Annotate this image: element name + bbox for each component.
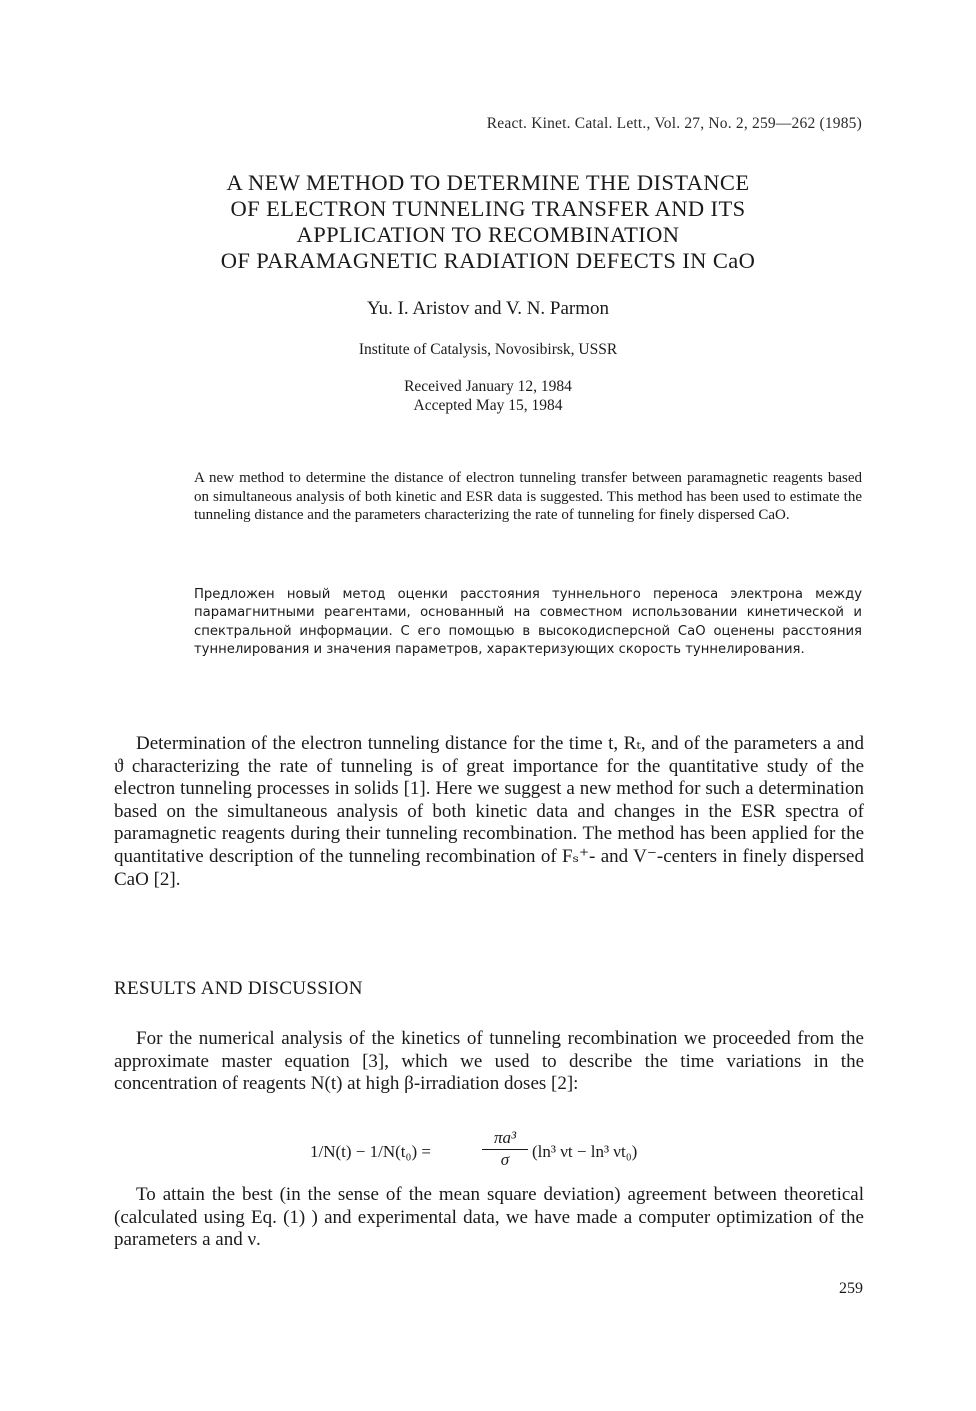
intro-paragraph: Determination of the electron tunneling distance for the time t, Rₜ, and of the parameters a and ϑ characterizing the rate of tunneling is of great importance for the quantitative study of the electron tunneling processes in solids [1]. Here we suggest a new method for such a determination based on the simultaneous analysis of both kinetic data and changes in the ESR spectra of paramagnetic reagents during their tunneling recombination. The method has been applied for the quantitative description of the tunneling recombination of Fₛ⁺- and V⁻-centers in finely dispersed CaO [2]. [114, 733, 864, 890]
equation-numerator: πa³ [482, 1128, 528, 1150]
abstract-english: A new method to determine the distance of electron tunneling transfer between paramagnetic reagents based on simultaneous analysis of both kinetic and ESR data is suggested. This method has been used to estimate the tunneling distance and the parameters characterizing the rate of tunneling for finely dispersed CaO. [194, 470, 862, 523]
equation-right-side: (ln³ νt − ln³ νt₀) [532, 1142, 638, 1161]
equation-denominator: σ [500, 1150, 510, 1169]
page-number: 259 [839, 1280, 863, 1297]
abstract-russian: Предложен новый метод оценки расстояния туннельного переноса электрона между парамагнитными реагентами, основанный на совместном использовании кинетической и спектральной информации. С его помощью в высокодисперсной CaO оценены расстояния туннелирования и значения параметров, характеризующих скорость туннелирования. [194, 587, 862, 658]
journal-citation: React. Kinet. Catal. Lett., Vol. 27, No. 2, 259—262 (1985) [486, 115, 862, 132]
received-date: Received January 12, 1984 [404, 378, 572, 395]
title-line: APPLICATION TO RECOMBINATION [296, 222, 680, 247]
paper-title [120, 170, 856, 274]
results-paragraph: For the numerical analysis of the kinetics of tunneling recombination we proceeded from the approximate master equation [3], which we used to describe the time variations in the concentration of reagents N(t) at high β-irradiation doses [2]: [114, 1028, 864, 1095]
equation-fraction [482, 1128, 528, 1170]
title-line: OF ELECTRON TUNNELING TRANSFER AND ITS [230, 196, 746, 221]
title-line: A NEW METHOD TO DETERMINE THE DISTANCE [226, 170, 750, 195]
accepted-date: Accepted May 15, 1984 [413, 397, 563, 414]
optimization-paragraph: To attain the best (in the sense of the mean square deviation) agreement between theoretical (calculated using Eq. (1) ) and experimental data, we have made a computer optimization of the parameters a and ν. [114, 1184, 864, 1251]
affiliation: Institute of Catalysis, Novosibirsk, USSR [358, 341, 618, 358]
equation-left-side: 1/N(t) − 1/N(t₀) = [310, 1142, 431, 1161]
dates [0, 377, 976, 415]
section-heading: RESULTS AND DISCUSSION [114, 978, 363, 999]
title-line: OF PARAMAGNETIC RADIATION DEFECTS IN CaO [220, 248, 756, 273]
authors: Yu. I. Aristov and V. N. Parmon [366, 298, 610, 319]
master-equation [310, 1128, 690, 1176]
